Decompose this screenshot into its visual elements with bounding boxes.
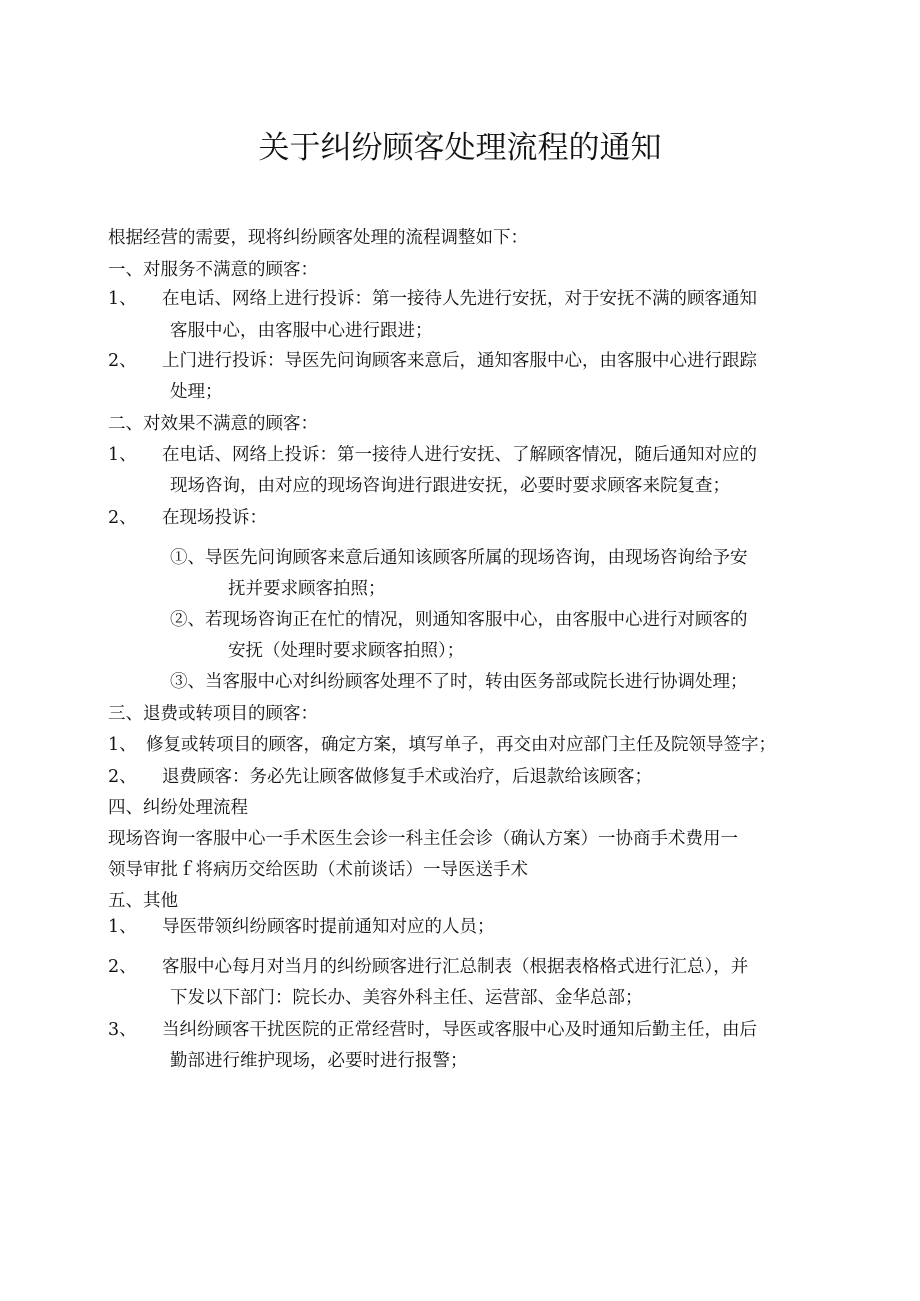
section2-item1-line2: 现场咨询，由对应的现场咨询进行跟进安抚，必要时要求顾客来院复查； xyxy=(170,476,730,496)
section2-subitem2-line2: 安抚（处理时要求顾客拍照）； xyxy=(228,641,465,661)
section4-heading: 四、纠纷处理流程 xyxy=(108,798,248,818)
section1-heading: 一、对服务不满意的顾客： xyxy=(108,260,318,280)
intro-text: 根据经营的需要，现将纠纷顾客处理的流程调整如下： xyxy=(108,228,528,248)
section1-item2-line2: 处理； xyxy=(170,382,223,402)
section5-item2-line2: 下发以下部门：院长办、美容外科主任、运营部、金华总部； xyxy=(170,988,643,1008)
section2-subitem3-line1: ③、当客服中心对纠纷顾客处理不了时，转由医务部或院长进行协调处理； xyxy=(170,672,748,692)
section4-flow-line2: 领导审批ｆ将病历交给医助（术前谈话）一导医送手术 xyxy=(108,860,528,880)
section3-heading: 三、退费或转项目的顾客： xyxy=(108,704,318,724)
section5-heading: 五、其他 xyxy=(108,891,178,911)
page-title: 关于纠纷顾客处理流程的通知 xyxy=(258,130,662,166)
section2-item2-line1: 在现场投诉： xyxy=(162,508,267,528)
section2-item1-line1: 在电话、网络上投诉：第一接待人进行安抚、了解顾客情况，随后通知对应的 xyxy=(162,445,757,465)
section2-subitem1-line2: 抚并要求顾客拍照； xyxy=(228,579,386,599)
section1-item2-line1: 上门进行投诉：导医先问询顾客来意后，通知客服中心，由客服中心进行跟踪 xyxy=(162,351,757,371)
section5-item1-number: 1、 xyxy=(108,917,137,937)
section2-subitem1-line1: ①、导医先问询顾客来意后通知该顾客所属的现场咨询，由现场咨询给予安 xyxy=(170,548,748,568)
section3-item2-number: 2、 xyxy=(108,767,137,787)
section3-item2-line1: 退费顾客：务必先让顾客做修复手术或治疗，后退款给该顾客； xyxy=(162,767,652,787)
section2-heading: 二、对效果不满意的顾客： xyxy=(108,414,318,434)
section5-item3-line2: 勤部进行维护现场，必要时进行报警； xyxy=(170,1051,468,1071)
section5-item2-number: 2、 xyxy=(108,957,137,977)
section4-flow-line1: 现场咨询一客服中心一手术医生会诊一科主任会诊（确认方案）一协商手术费用一 xyxy=(108,829,738,849)
section1-item1-line2: 客服中心，由客服中心进行跟进； xyxy=(170,321,433,341)
section1-item1-line1: 在电话、网络上进行投诉：第一接待人先进行安抚，对于安抚不满的顾客通知 xyxy=(162,289,757,309)
section2-item2-number: 2、 xyxy=(108,508,137,528)
section5-item1-line1: 导医带领纠纷顾客时提前通知对应的人员； xyxy=(162,917,495,937)
section5-item3-number: 3、 xyxy=(108,1020,137,1040)
section3-item1-line1: 修复或转项目的顾客，确定方案，填写单子，再交由对应部门主任及院领导签字； xyxy=(146,735,776,755)
section1-item2-number: 2、 xyxy=(108,351,137,371)
section5-item2-line1: 客服中心每月对当月的纠纷顾客进行汇总制表（根据表格格式进行汇总），并 xyxy=(162,957,749,977)
section2-subitem2-line1: ②、若现场咨询正在忙的情况，则通知客服中心，由客服中心进行对顾客的 xyxy=(170,610,748,630)
section1-item1-number: 1、 xyxy=(108,289,137,309)
section3-item1-number: 1、 xyxy=(108,735,137,755)
section2-item1-number: 1、 xyxy=(108,445,137,465)
section5-item3-line1: 当纠纷顾客干扰医院的正常经营时，导医或客服中心及时通知后勤主任，由后 xyxy=(162,1020,757,1040)
